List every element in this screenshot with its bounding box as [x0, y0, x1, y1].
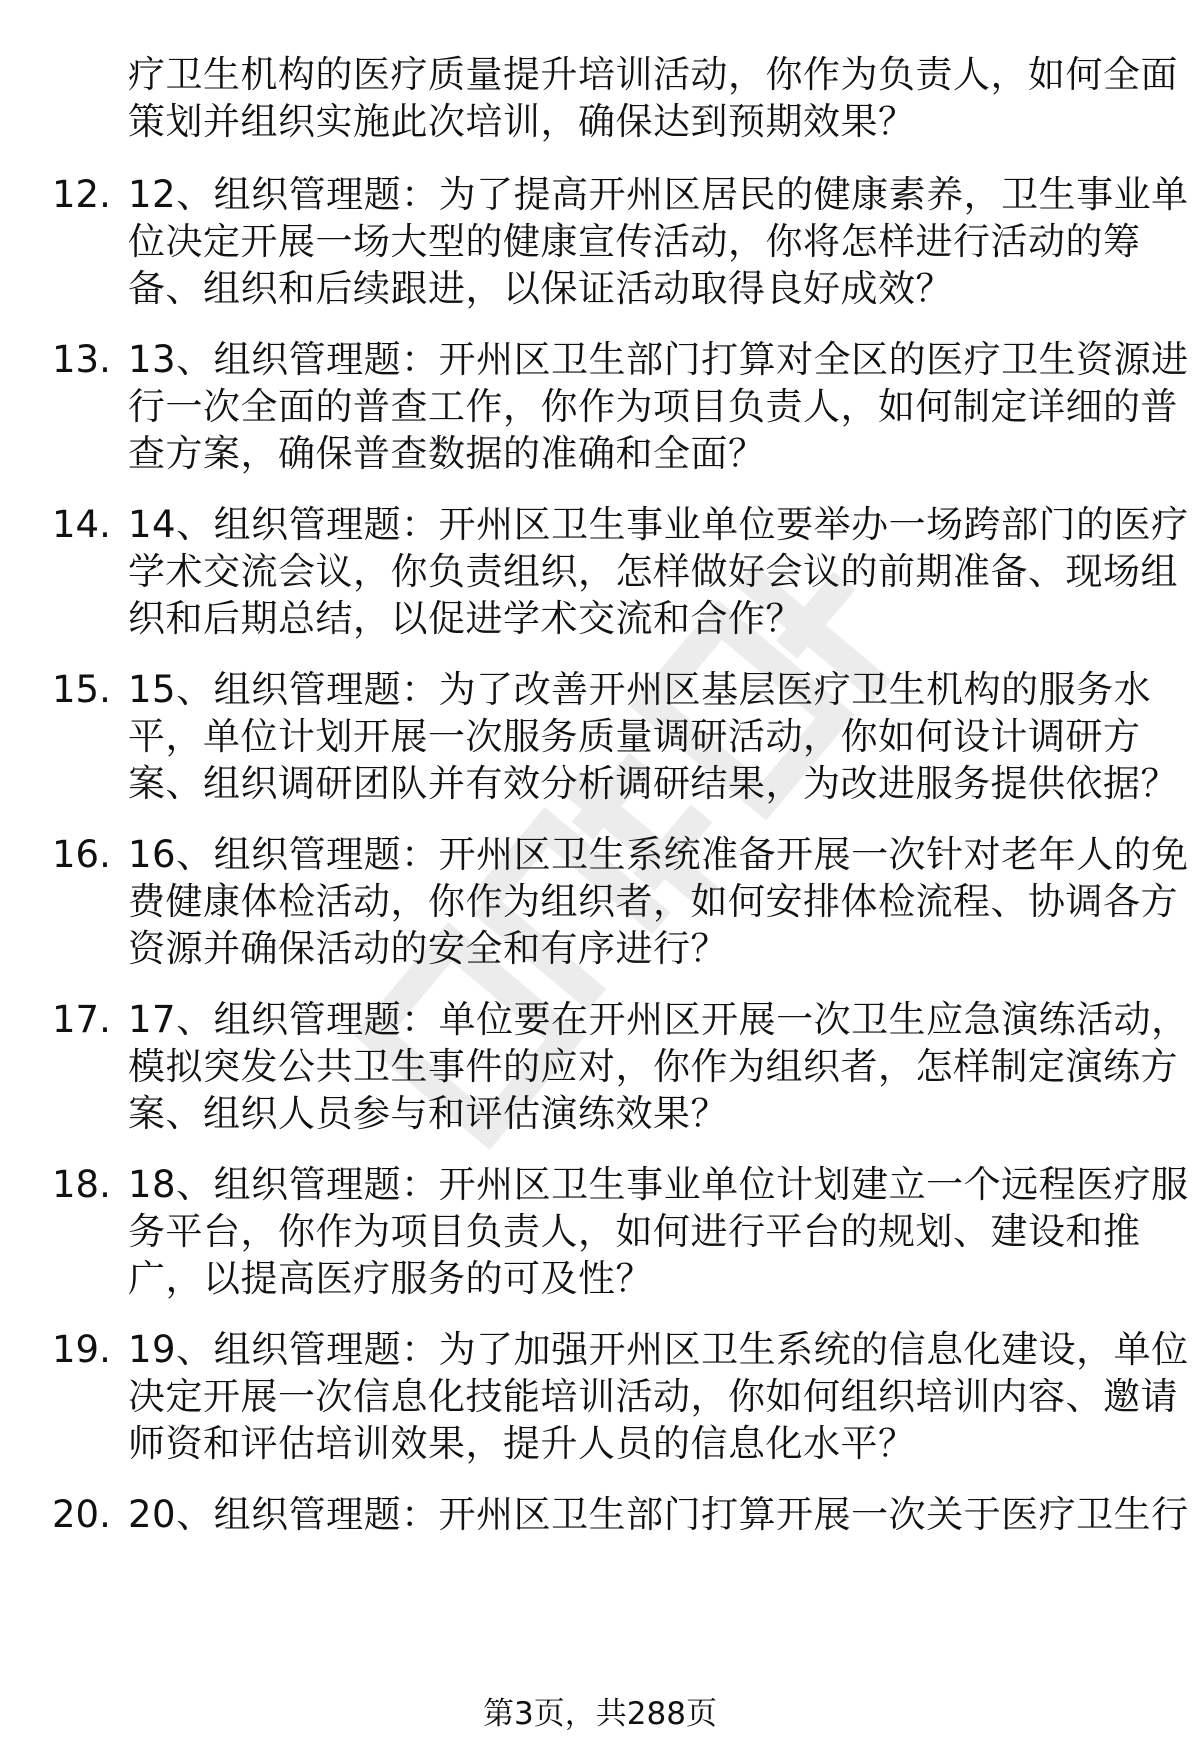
page-number-footer: 第3页，共288页 — [483, 1696, 717, 1732]
question-line: 费健康体检活动，你作为组织者，如何安排体检流程、协调各方 — [128, 880, 1178, 923]
question-line: 17、组织管理题：单位要在开州区开展一次卫生应急演练活动， — [128, 998, 1189, 1041]
question-line: 模拟突发公共卫生事件的应对，你作为组织者，怎样制定演练方 — [128, 1045, 1178, 1088]
question-line: 务平台，你作为项目负责人，如何进行平台的规划、建设和推 — [128, 1210, 1141, 1253]
list-item-number: 18. — [52, 1163, 111, 1206]
question-line: 16、组织管理题：开州区卫生系统准备开展一次针对老年人的免 — [128, 833, 1189, 876]
list-item-number: 17. — [52, 998, 111, 1041]
question-line: 决定开展一次信息化技能培训活动，你如何组织培训内容、邀请 — [128, 1375, 1178, 1418]
question-line: 13、组织管理题：开州区卫生部门打算对全区的医疗卫生资源进 — [128, 338, 1189, 381]
question-line: 查方案，确保普查数据的准确和全面？ — [128, 432, 766, 475]
question-line: 学术交流会议，你负责组织，怎样做好会议的前期准备、现场组 — [128, 550, 1178, 593]
intro-line: 策划并组织实施此次培训，确保达到预期效果？ — [128, 100, 916, 143]
question-line: 织和后期总结，以促进学术交流和合作？ — [128, 597, 803, 640]
list-item-number: 20. — [52, 1493, 111, 1536]
list-item-number: 12. — [52, 173, 111, 216]
question-line: 案、组织调研团队并有效分析调研结果，为改进服务提供依据？ — [128, 762, 1178, 805]
list-item-number: 15. — [52, 668, 111, 711]
question-line: 20、组织管理题：开州区卫生部门打算开展一次关于医疗卫生行 — [128, 1493, 1189, 1536]
question-line: 备、组织和后续跟进，以保证活动取得良好成效？ — [128, 267, 953, 310]
list-item-number: 13. — [52, 338, 111, 381]
question-line: 平，单位计划开展一次服务质量调研活动，你如何设计调研方 — [128, 715, 1141, 758]
question-line: 位决定开展一场大型的健康宣传活动，你将怎样进行活动的筹 — [128, 220, 1141, 263]
intro-line: 疗卫生机构的医疗质量提升培训活动，你作为负责人，如何全面 — [128, 53, 1178, 96]
question-line: 15、组织管理题：为了改善开州区基层医疗卫生机构的服务水 — [128, 668, 1152, 711]
question-line: 案、组织人员参与和评估演练效果？ — [128, 1092, 728, 1135]
question-line: 师资和评估培训效果，提升人员的信息化水平？ — [128, 1422, 916, 1465]
question-line: 资源并确保活动的安全和有序进行？ — [128, 927, 728, 970]
question-line: 14、组织管理题：开州区卫生事业单位要举办一场跨部门的医疗 — [128, 503, 1189, 546]
list-item-number: 14. — [52, 503, 111, 546]
question-line: 广，以提高医疗服务的可及性？ — [128, 1257, 653, 1300]
question-line: 12、组织管理题：为了提高开州区居民的健康素养，卫生事业单 — [128, 173, 1189, 216]
list-item-number: 19. — [52, 1328, 111, 1371]
question-line: 18、组织管理题：开州区卫生事业单位计划建立一个远程医疗服 — [128, 1163, 1189, 1206]
list-item-number: 16. — [52, 833, 111, 876]
question-line: 19、组织管理题：为了加强开州区卫生系统的信息化建设，单位 — [128, 1328, 1189, 1371]
question-line: 行一次全面的普查工作，你作为项目负责人，如何制定详细的普 — [128, 385, 1178, 428]
